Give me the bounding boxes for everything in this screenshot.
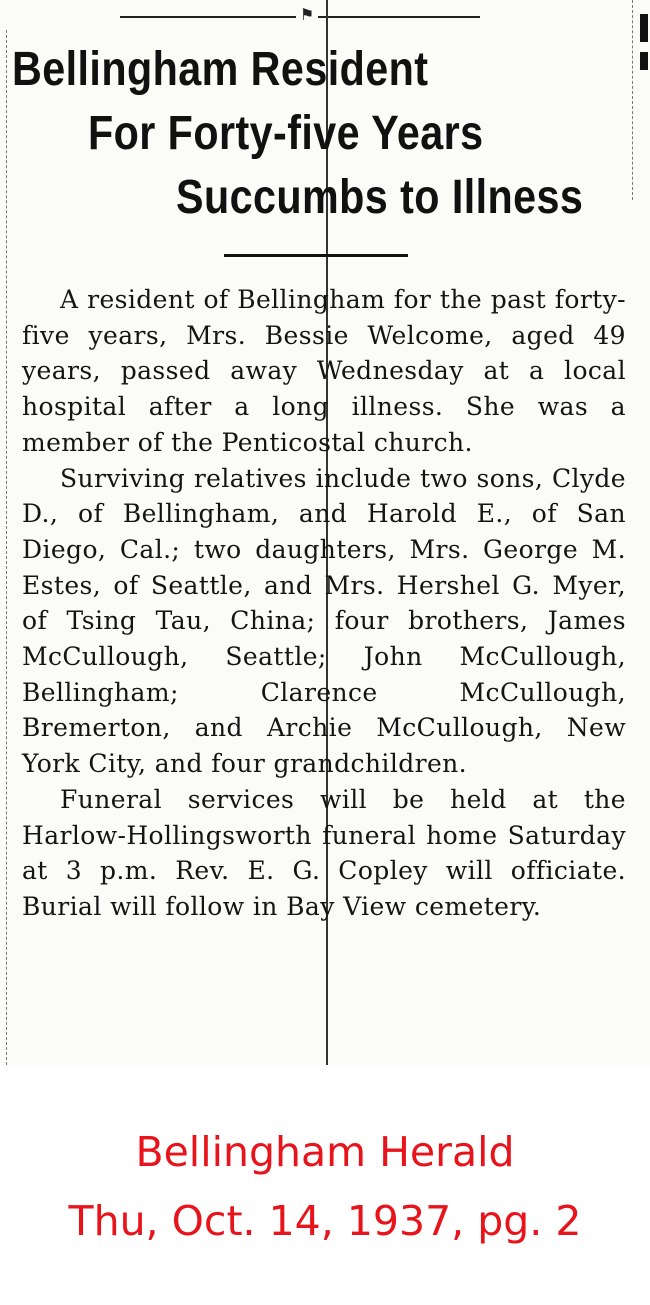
article-paragraph: Surviving relatives include two sons, Clyde D., of Bellingham, and Harold E., of San Diego, Cal.; two daughters, Mrs. George M. Estes, of Seattle, and Mrs. Hershel G. Myer, of Tsing Tau, China; four brothers, James McCullough, Seattle; John McCullough, Bellingham; Clarence McCullough, Bremerton, and Archie McCullough, New York City, and four grandchildren. bbox=[22, 463, 626, 779]
flag-icon: ⚑ bbox=[296, 7, 318, 23]
headline-line-1: Bellingham Resident bbox=[12, 43, 429, 96]
article-body bbox=[22, 282, 626, 925]
column-border-right bbox=[632, 0, 633, 200]
caption-date-page: Thu, Oct. 14, 1937, pg. 2 bbox=[68, 1197, 582, 1245]
headline-line-3: Succumbs to Illness bbox=[176, 171, 584, 224]
article-paragraph: Funeral services will be held at the Harlow-Hollingsworth funeral home Saturday at 3 p.m. Rev. E. G. Copley will officiate. Burial will follow in Bay View cemetery. bbox=[22, 784, 626, 921]
column-border-left bbox=[6, 30, 7, 1065]
headline-rule bbox=[224, 254, 408, 257]
adjacent-column-mark bbox=[640, 14, 648, 42]
article-paragraph: A resident of Bellingham for the past forty-five years, Mrs. Bessie Welcome, aged 49 years, passed away Wednesday at a local hospital after a long illness. She was a member of the Penticostal church. bbox=[22, 285, 626, 457]
headline-line-2: For Forty-five Years bbox=[88, 107, 484, 160]
adjacent-column-mark bbox=[640, 52, 648, 70]
caption-source: Bellingham Herald bbox=[135, 1128, 515, 1176]
